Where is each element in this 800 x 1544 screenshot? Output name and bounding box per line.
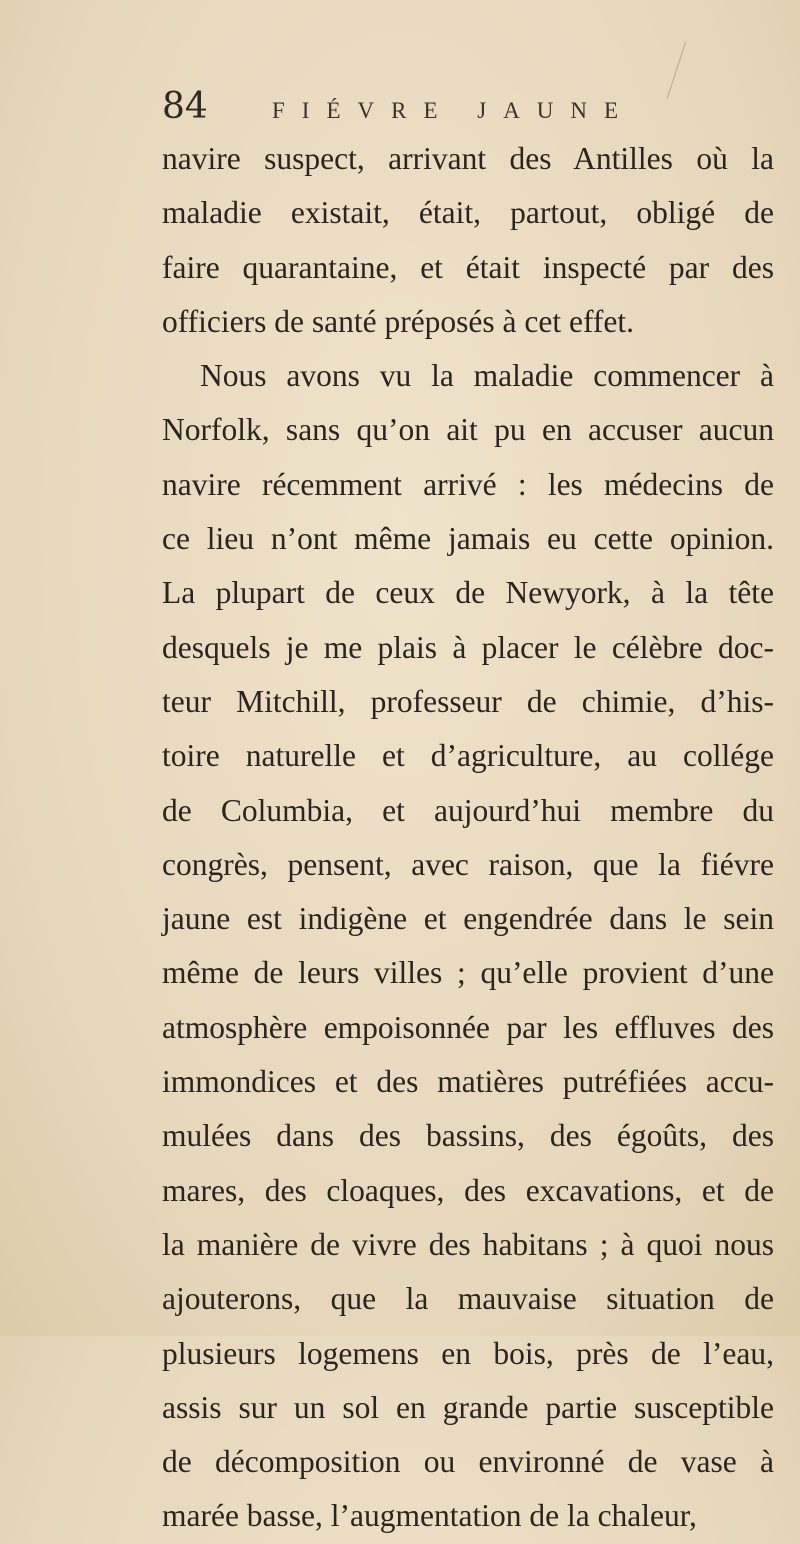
text-line: atmosphère empoisonnée par les effluves des	[162, 1009, 774, 1045]
text-line: teur Mitchill, professeur de chimie, d’his-	[162, 683, 774, 719]
text-line: ce lieu n’ont même jamais eu cette opinion.	[162, 521, 774, 557]
text-line: la manière de vivre des habitans ; à quoi nous	[162, 1226, 774, 1262]
text-line: assis sur un sol en grande partie susceptible	[162, 1389, 774, 1425]
text-line: navire suspect, arrivant des Antilles où la	[162, 141, 774, 176]
text-line: congrès, pensent, avec raison, que la fiévre	[162, 846, 774, 882]
running-title: FIÉVRE JAUNE	[272, 98, 636, 123]
text-line: La plupart de ceux de Newyork, à la tête	[162, 575, 774, 611]
text-line: immondices et des matières putréfiées accu-	[162, 1064, 774, 1100]
text-line: marée basse, l’augmentation de la chaleur,	[162, 1498, 697, 1534]
text-line: Norfolk, sans qu’on ait pu en accuser aucun	[162, 412, 774, 448]
text-line: navire récemment arrivé : les médecins de	[162, 466, 774, 502]
text-line: de décomposition ou environné de vase à	[162, 1444, 774, 1480]
body-text	[162, 132, 774, 1544]
text-line: toire naturelle et d’agriculture, au collége	[162, 738, 774, 774]
text-line: plusieurs logemens en bois, près de l’eau,	[162, 1335, 774, 1371]
text-line: mares, des cloaques, des excavations, et de	[162, 1172, 774, 1208]
text-line: ajouterons, que la mauvaise situation de	[162, 1281, 774, 1317]
page-number: 84	[162, 86, 208, 127]
text-line: jaune est indigène et engendrée dans le sein	[162, 901, 774, 937]
text-line: desquels je me plais à placer le célèbre doc-	[162, 629, 774, 665]
text-line: Nous avons vu la maladie commencer à	[200, 358, 774, 394]
text-line: officiers de santé préposés à cet effet.	[162, 303, 634, 339]
page-header	[162, 86, 762, 138]
text-line: mulées dans des bassins, des égoûts, des	[162, 1118, 774, 1154]
text-line: maladie existait, était, partout, obligé de	[162, 195, 774, 231]
text-line: même de leurs villes ; qu’elle provient d’une	[162, 955, 774, 991]
text-line: faire quarantaine, et était inspecté par des	[162, 249, 774, 285]
text-line: de Columbia, et aujourd’hui membre du	[162, 792, 774, 828]
